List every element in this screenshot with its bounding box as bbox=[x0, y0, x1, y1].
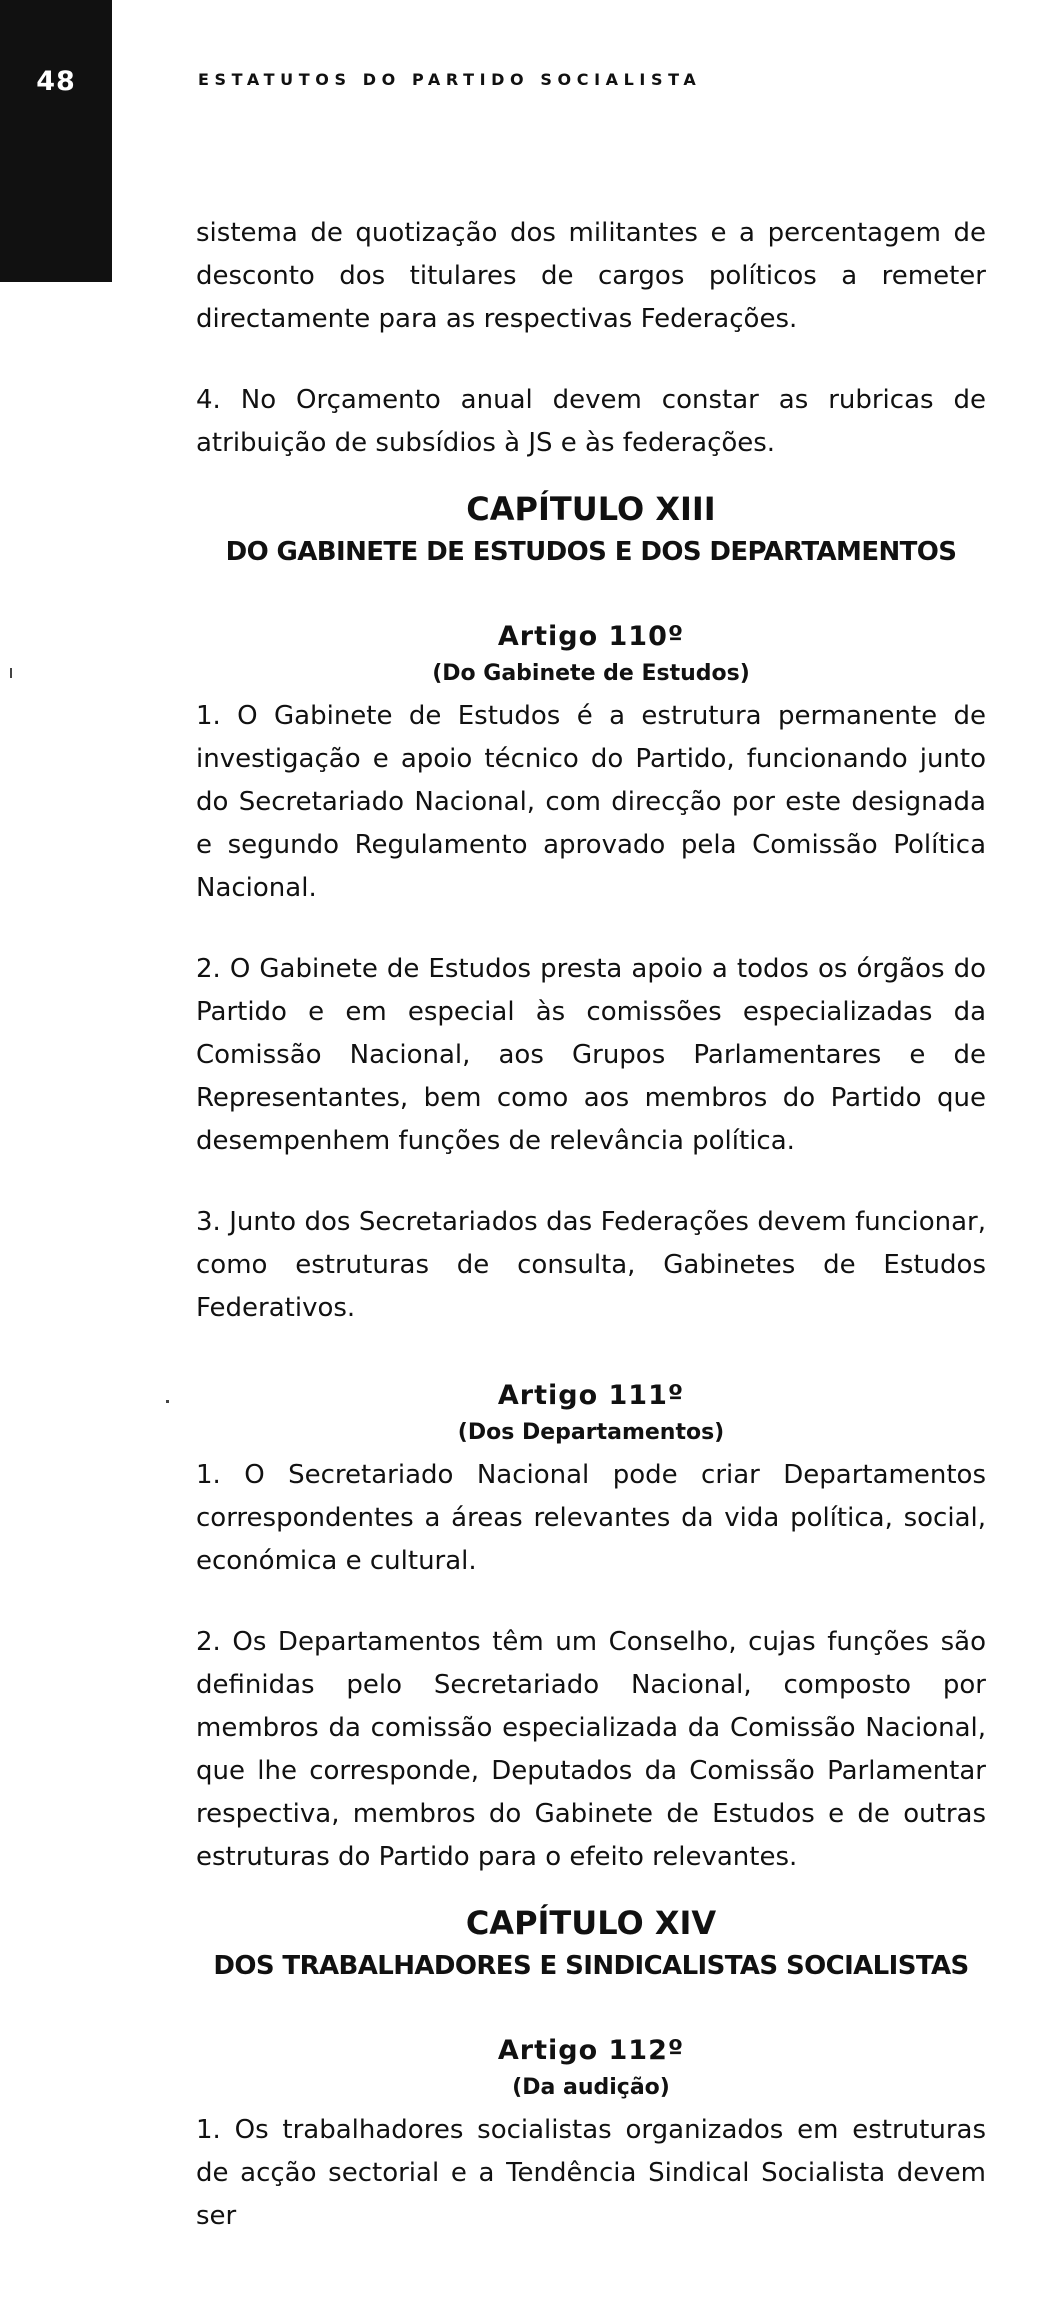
article-title: Artigo 112º bbox=[497, 2035, 685, 2066]
article-title: Artigo 110º bbox=[497, 621, 685, 652]
article-paragraph: 2. Os Departamentos têm um Conselho, cujas funções são definidas pelo Secretariado Nacional, composto por membros da comissão especializada da Comissão Nacional, que lhe corresponde, Deputados da Comissão Parlamentar respectiva, membros do Gabinete de Estudos e de outras estruturas do Partido para o efeito relevantes. bbox=[196, 1627, 986, 1872]
scan-mark bbox=[166, 1400, 169, 1403]
article-subtitle: (Dos Departamentos) bbox=[457, 1420, 725, 1445]
scan-mark bbox=[10, 668, 12, 678]
article-subtitle: (Da audição) bbox=[512, 2075, 670, 2100]
continuation-paragraph: sistema de quotização dos militantes e a percentagem de desconto dos titulares de cargos políticos a remeter directamente para as respectivas Federações. bbox=[196, 218, 986, 334]
page-number-tab bbox=[0, 0, 112, 282]
article-paragraph: 3. Junto dos Secretariados das Federações devem funcionar, como estruturas de consulta, Gabinetes de Estudos Federativos. bbox=[196, 1207, 986, 1323]
paragraph-4: 4. No Orçamento anual devem constar as rubricas de atribuição de subsídios à JS e às federações. bbox=[196, 385, 986, 458]
article-paragraph: 1. O Gabinete de Estudos é a estrutura permanente de investigação e apoio técnico do Partido, funcionando junto do Secretariado Nacional, com direcção por este designada e segundo Regulamento aprovado pela Comissão Política Nacional. bbox=[196, 701, 986, 903]
article-paragraph: 1. Os trabalhadores socialistas organizados em estruturas de acção sectorial e a Tendência Sindical Socialista devem ser bbox=[196, 2115, 986, 2231]
chapter-subtitle: DO GABINETE DE ESTUDOS E DOS DEPARTAMENTOS bbox=[225, 537, 957, 567]
article-paragraph: 1. O Secretariado Nacional pode criar Departamentos correspondentes a áreas relevantes da vida política, social, económica e cultural. bbox=[196, 1460, 986, 1576]
document-body bbox=[196, 212, 986, 2238]
article-title: Artigo 111º bbox=[497, 1380, 685, 1411]
page-number: 48 bbox=[36, 66, 76, 97]
article-paragraph: 2. O Gabinete de Estudos presta apoio a todos os órgãos do Partido e em especial às comissões especializadas da Comissão Nacional, aos Grupos Parlamentares e de Representantes, bem como aos membros do Partido que desempenhem funções de relevância política. bbox=[196, 954, 986, 1156]
chapter-title: CAPÍTULO XIV bbox=[465, 1904, 717, 1942]
chapter-title: CAPÍTULO XIII bbox=[466, 490, 716, 528]
running-header: ESTATUTOS DO PARTIDO SOCIALISTA bbox=[198, 70, 702, 89]
chapter-subtitle: DOS TRABALHADORES E SINDICALISTAS SOCIALISTAS bbox=[213, 1951, 969, 1981]
article-subtitle: (Do Gabinete de Estudos) bbox=[432, 661, 750, 686]
